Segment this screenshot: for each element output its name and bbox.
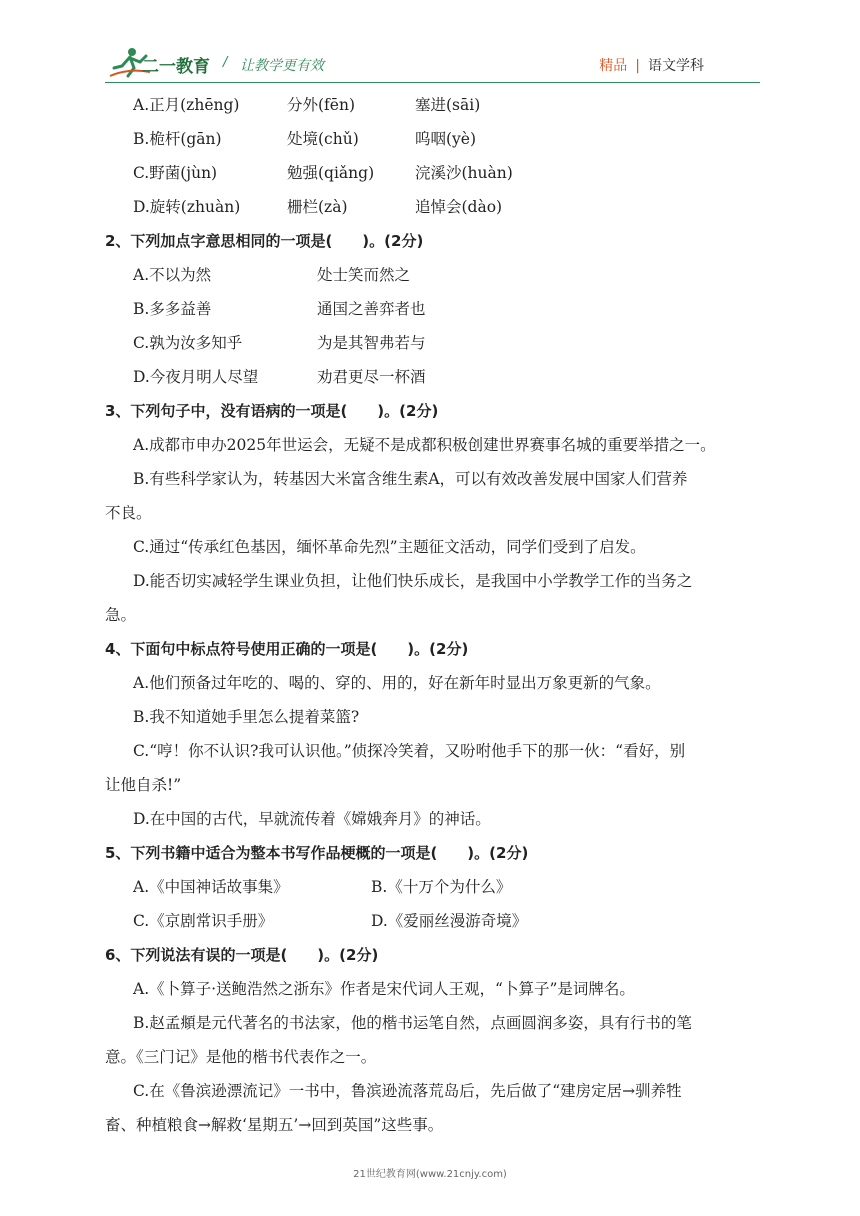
q1-a-2: 分外(fēn) xyxy=(287,96,355,114)
q5-title: 5、下列书籍中适合为整本书写作品梗概的一项是( )。(2分) xyxy=(105,844,529,862)
q1-c-1: C.野菌(jùn) xyxy=(133,164,218,182)
q1-d-1: D.旋转(zhuàn) xyxy=(133,198,241,216)
q5-option-a: A.《中国神话故事集》 xyxy=(133,878,289,896)
q1-a-1: A.正月(zhēng) xyxy=(133,96,240,114)
q1-c-3: 浣溪沙(huàn) xyxy=(415,164,513,182)
page-header xyxy=(0,0,860,86)
q3-option-b-line2: 不良。 xyxy=(105,504,152,522)
q2-row-d xyxy=(105,360,765,394)
q3-title: 3、下列句子中，没有语病的一项是( )。(2分) xyxy=(105,402,439,420)
q2-c-2: 为是其智弗若与 xyxy=(317,334,426,352)
q1-a-3: 塞进(sāi) xyxy=(415,96,481,114)
header-right xyxy=(599,55,704,75)
quality-badge: 精品 xyxy=(599,58,628,74)
q2-d-1: D.今夜月明人尽望 xyxy=(133,368,259,386)
q1-row-a xyxy=(105,88,765,122)
q1-b-3: 呜咽(yè) xyxy=(415,130,477,148)
q6-option-a: A.《卜算子·送鲍浩然之浙东》作者是宋代词人王观，“卜算子”是词牌名。 xyxy=(133,980,635,998)
q2-row-a xyxy=(105,258,765,292)
q4-title: 4、下面句中标点符号使用正确的一项是( )。(2分) xyxy=(105,640,469,658)
header-rule xyxy=(105,82,760,83)
q4-option-d: D.在中国的古代，早就流传着《嫦娥奔月》的神话。 xyxy=(133,810,491,828)
worksheet-body xyxy=(105,88,765,1142)
q6-option-c-line2: 畜、种植粮食→解救‘星期五’→回到英国”这些事。 xyxy=(105,1116,444,1134)
q1-row-c xyxy=(105,156,765,190)
q1-c-2: 勉强(qiǎng) xyxy=(287,164,375,182)
q2-b-2: 通国之善弈者也 xyxy=(317,300,426,318)
q2-b-1: B.多多益善 xyxy=(133,300,212,318)
q2-a-1: A.不以为然 xyxy=(133,266,212,284)
q6-option-c-line1: C.在《鲁滨逊漂流记》一书中，鲁滨逊流落荒岛后，先后做了“建房定居→驯养牲 xyxy=(133,1082,682,1100)
q6-option-b-line2: 意。《三门记》是他的楷书代表作之一。 xyxy=(105,1048,377,1066)
q3-option-b-line1: B.有些科学家认为，转基因大米富含维生素A，可以有效改善发展中国家人们营养 xyxy=(133,470,688,488)
q5-row-1 xyxy=(105,870,765,904)
q2-d-2: 劝君更尽一杯酒 xyxy=(317,368,426,386)
q5-option-c: C.《京剧常识手册》 xyxy=(133,912,274,930)
q5-option-b: B.《十万个为什么》 xyxy=(371,878,512,896)
q1-row-b xyxy=(105,122,765,156)
q4-option-b: B.我不知道她手里怎么提着菜篮? xyxy=(133,708,360,726)
q2-row-b xyxy=(105,292,765,326)
header-slash: / xyxy=(223,55,228,70)
q1-row-d xyxy=(105,190,765,224)
q2-row-c xyxy=(105,326,765,360)
q1-b-1: B.桅杆(gān) xyxy=(133,130,222,148)
q6-option-b-line1: B.赵孟頫是元代著名的书法家，他的楷书运笔自然，点画圆润多姿，具有行书的笔 xyxy=(133,1014,692,1032)
q4-option-c-line2: 让他自杀!” xyxy=(105,776,182,794)
brand-name: 二一教育 xyxy=(142,57,210,77)
q4-option-c-line1: C.“哼！你不认识?我可认识他。”侦探冷笑着，又吩咐他手下的那一伙：“看好，别 xyxy=(133,742,686,760)
q3-option-a: A.成都市申办2025年世运会，无疑不是成都积极创建世界赛事名城的重要举措之一。 xyxy=(133,436,716,454)
q3-option-c: C.通过“传承红色基因，缅怀革命先烈”主题征文活动，同学们受到了启发。 xyxy=(133,538,646,556)
q5-row-2 xyxy=(105,904,765,938)
q4-option-a: A.他们预备过年吃的、喝的、穿的、用的，好在新年时显出万象更新的气象。 xyxy=(133,674,661,692)
q1-d-2: 栅栏(zà) xyxy=(287,198,348,216)
q2-a-2: 处士笑而然之 xyxy=(317,266,411,284)
brand-slogan: 让教学更有效 xyxy=(240,58,324,74)
subject-label: 语文学科 xyxy=(648,58,704,74)
q6-title: 6、下列说法有误的一项是( )。(2分) xyxy=(105,946,379,964)
q2-title: 2、下列加点字意思相同的一项是( )。(2分) xyxy=(105,232,424,250)
q2-c-1: C.孰为汝多知乎 xyxy=(133,334,243,352)
q1-b-2: 处境(chǔ) xyxy=(287,130,359,148)
header-divider: | xyxy=(635,58,640,74)
q3-option-d-line2: 急。 xyxy=(105,606,137,624)
q3-option-d-line1: D.能否切实减轻学生课业负担，让他们快乐成长，是我国中小学教学工作的当务之 xyxy=(133,572,693,590)
q5-option-d: D.《爱丽丝漫游奇境》 xyxy=(371,912,528,930)
q1-d-3: 追悼会(dào) xyxy=(415,198,503,216)
page-footer: 21世纪教育网(www.21cnjy.com) xyxy=(353,1169,507,1180)
